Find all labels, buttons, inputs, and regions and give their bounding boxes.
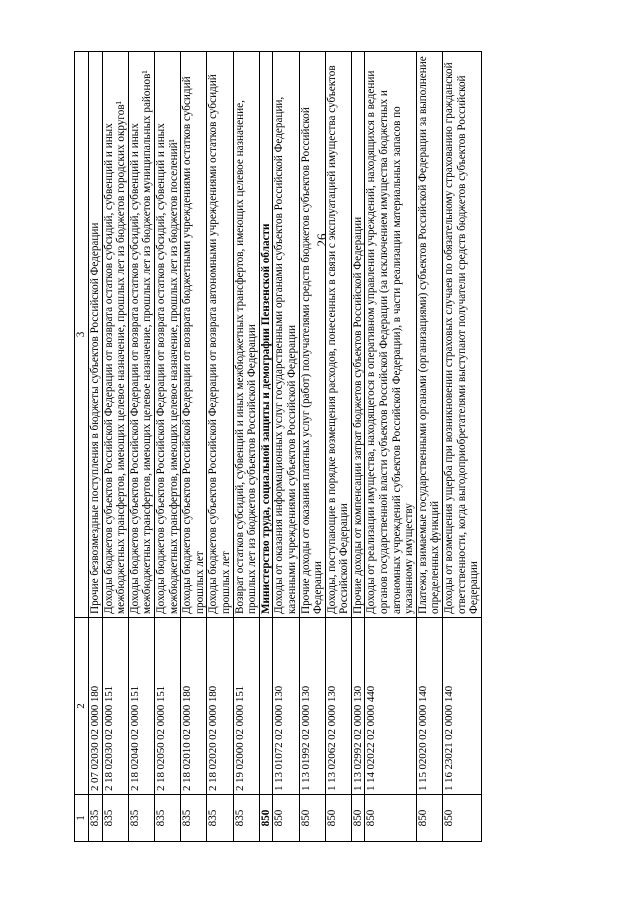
revenue-name-cell: Доходы от реализации имущества, находящегося в оперативном управлении учреждений, находящихся в ведении органов государственной власти субъектов Российской Федерации (за исключением имущества бюджетных и автономных учреждений субъектов Российской Федерации), в части реализации материальных запасов по указанному имуществу (365, 52, 416, 618)
table-row (207, 52, 233, 842)
revenue-code-cell: 1 13 01992 02 0000 130 (299, 618, 325, 795)
revenue-code-cell: 2 18 02040 02 0000 151 (128, 618, 154, 795)
revenue-code-cell: 1 15 02020 02 0000 140 (416, 618, 442, 795)
revenue-name-cell: Платежи, взимаемые государственными органами (организациями) субъектов Российской Федерации за выполнение определенных функций (416, 52, 442, 618)
revenue-name-cell: Министерство труда, социальной защиты и демографии Пензенской области (259, 52, 273, 618)
revenue-name-cell: Доходы бюджетов субъектов Российской Федерации от возврата остатков субсидий, субвенций и иных межбюджетных трансфертов, имеющих целевое назначение, прошлых лет из бюджетов городских округов¹ (102, 52, 128, 618)
revenue-name-cell: Доходы от оказания информационных услуг государственными органами субъектов Российской Федерации, казенными учреждениями субъектов Российской Федерации (273, 52, 299, 618)
table-row (273, 52, 299, 842)
header-col-2: 2 (75, 618, 89, 795)
revenue-code-cell: 2 18 02030 02 0000 151 (102, 618, 128, 795)
table-row (89, 52, 103, 842)
revenue-name-cell: Доходы от возмещения ущерба при возникновении страховых случаев по обязательному страхованию гражданской ответственности, когда выгодоприобретателями выступают получатели средств бюджетов субъектов Российской Федерации (443, 52, 482, 618)
revenue-code-cell: 1 13 02992 02 0000 130 (351, 618, 365, 795)
revenue-name-cell: Доходы бюджетов субъектов Российской Федерации от возврата остатков субсидий, субвенций и иных межбюджетных трансфертов, имеющих целевое назначение, прошлых лет из бюджетов муниципальных районов¹ (128, 52, 154, 618)
revenue-name-cell: Прочие безвозмездные поступления в бюджеты субъектов Российской Федерации (89, 52, 103, 618)
table-row (154, 52, 180, 842)
table-header-row (75, 52, 89, 842)
revenue-name-cell: Прочие доходы от оказания платных услуг (работ) получателями средств бюджетов субъектов Российской Федерации (299, 52, 325, 618)
revenue-code-cell: 1 16 23021 02 0000 140 (443, 618, 482, 795)
admin-code-cell: 835 (102, 795, 128, 842)
revenue-code-cell: 2 18 02010 02 0000 180 (181, 618, 207, 795)
admin-code-cell: 850 (273, 795, 299, 842)
admin-code-cell: 850 (443, 795, 482, 842)
table-row (299, 52, 325, 842)
admin-code-cell: 850 (351, 795, 365, 842)
table-row (181, 52, 207, 842)
admin-code-cell: 835 (207, 795, 233, 842)
revenue-name-cell: Доходы бюджетов субъектов Российской Федерации от возврата остатков субсидий, субвенций и иных межбюджетных трансфертов, имеющих целевое назначение, прошлых лет из бюджетов поселений¹ (154, 52, 180, 618)
revenue-name-cell: Возврат остатков субсидий, субвенций и иных межбюджетных трансфертов, имеющих целевое назначение, прошлых лет из бюджетов субъектов Российской Федерации (233, 52, 259, 618)
revenue-code-cell: 2 18 02020 02 0000 180 (207, 618, 233, 795)
admin-code-cell: 850 (299, 795, 325, 842)
revenue-name-cell: Прочие доходы от компенсации затрат бюджетов субъектов Российской Федерации (351, 52, 365, 618)
table-row (128, 52, 154, 842)
revenue-code-cell: 1 13 01072 02 0000 130 (273, 618, 299, 795)
table-row (416, 52, 442, 842)
page-number: 26 (314, 233, 329, 247)
revenue-code-cell: 2 07 02030 02 0000 180 (89, 618, 103, 795)
revenue-code-cell: 2 18 02050 02 0000 151 (154, 618, 180, 795)
table-row (365, 52, 416, 842)
rotated-table-container (74, 56, 606, 842)
revenue-code-cell (259, 618, 273, 795)
header-col-3: 3 (75, 52, 89, 618)
table-section-row (259, 52, 273, 842)
admin-code-cell: 835 (181, 795, 207, 842)
revenue-name-cell: Доходы бюджетов субъектов Российской Федерации от возврата автономными учреждениями остатков субсидий прошлых лет (207, 52, 233, 618)
revenue-name-cell: Доходы бюджетов субъектов Российской Федерации от возврата бюджетными учреждениями остатков субсидий прошлых лет (181, 52, 207, 618)
table-row (351, 52, 365, 842)
revenue-code-cell: 2 19 02000 02 0000 151 (233, 618, 259, 795)
revenue-codes-table (74, 51, 482, 842)
table-row (102, 52, 128, 842)
admin-code-cell: 850 (416, 795, 442, 842)
admin-code-cell: 835 (233, 795, 259, 842)
admin-code-cell: 835 (128, 795, 154, 842)
revenue-code-cell: 1 14 02022 02 0000 440 (365, 618, 416, 795)
table-row (443, 52, 482, 842)
header-col-1: 1 (75, 795, 89, 842)
table-row (233, 52, 259, 842)
revenue-name-cell: Доходы, поступающие в порядке возмещения расходов, понесенных в связи с эксплуатацией имущества субъектов Российской Федерации (325, 52, 351, 618)
admin-code-cell: 835 (154, 795, 180, 842)
admin-code-cell: 850 (365, 795, 416, 842)
table-row (325, 52, 351, 842)
admin-code-cell: 850 (325, 795, 351, 842)
revenue-code-cell: 1 13 02062 02 0000 130 (325, 618, 351, 795)
admin-code-cell: 835 (89, 795, 103, 842)
admin-code-cell: 850 (259, 795, 273, 842)
